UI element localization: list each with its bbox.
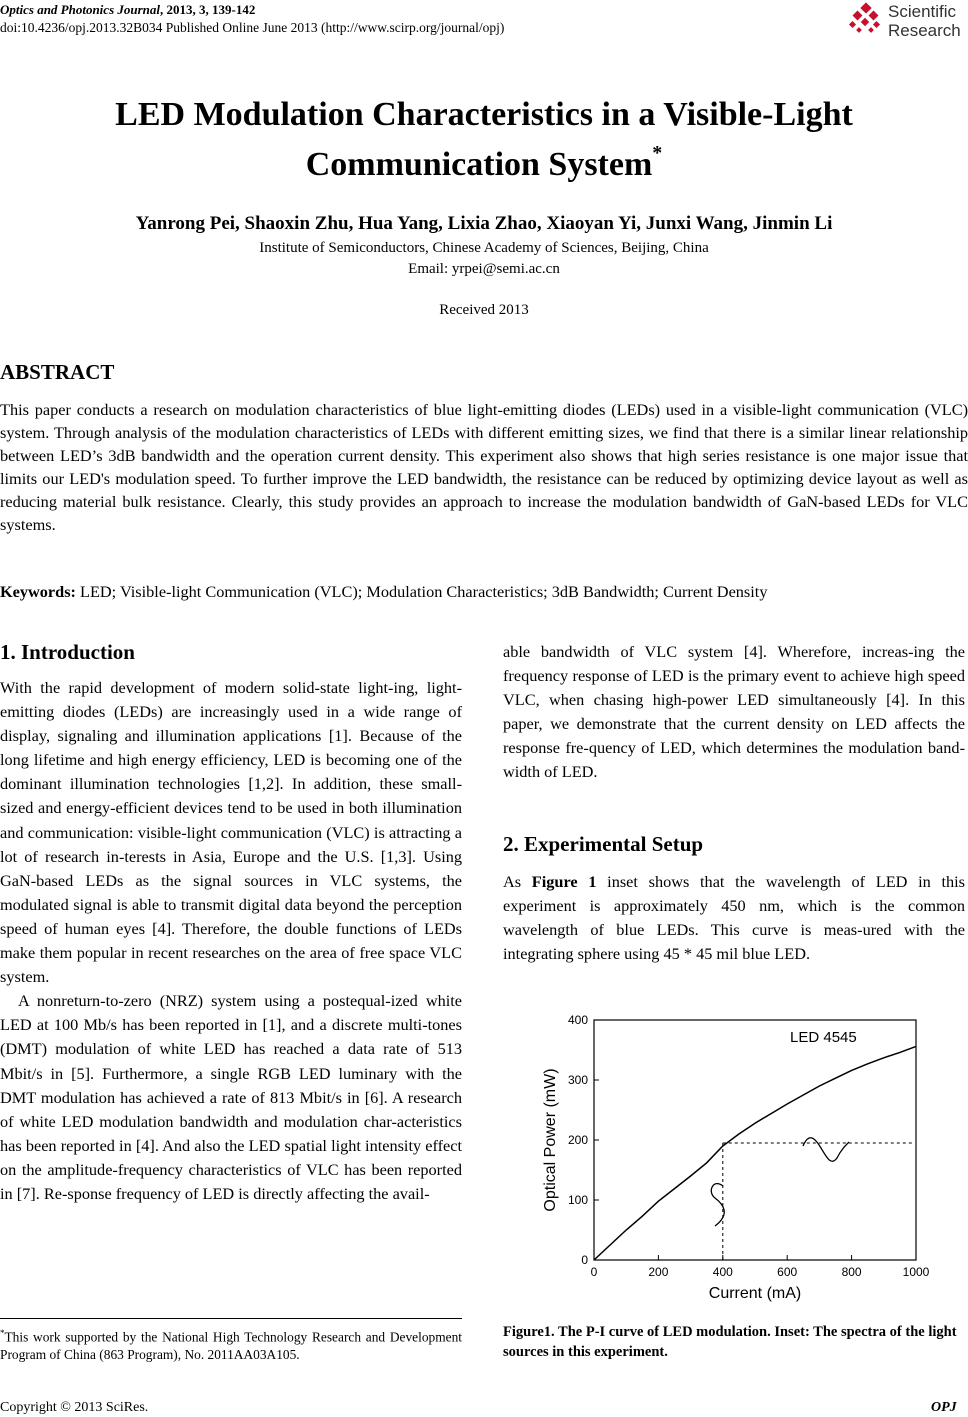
keywords: [0, 582, 968, 602]
plot-frame: [594, 1020, 916, 1260]
intro-paragraph-3: able bandwidth of VLC system [4]. Wherefore, increas-ing the frequency response of LED is the primary event to achieve high speed VLC, when chasing high-power LED simultaneously [4]. In this paper, we demonstrate that the current density on LED affects the response fre-quency of LED, which determines the modulation band-width of LED.: [503, 642, 965, 782]
y-tick-label: 100: [567, 1193, 588, 1207]
y-tick-label: 300: [567, 1073, 588, 1087]
left-column: [0, 676, 462, 1206]
keywords-text: LED; Visible-light Communication (VLC); Modulation Characteristics; 3dB Bandwidth; Current Density: [75, 582, 768, 601]
figure-1-ref: Figure 1: [531, 872, 597, 891]
intro-paragraph-2: A nonreturn-to-zero (NRZ) system using a postequal-ized white LED at 100 Mb/s has been reported in [1], and a discrete multi-tones (DMT) modulation of white LED has reached a data rate of 513 Mbit/s in [5]. Furthermore, a single RGB LED luminary with the DMT modulation has achieved a rate of 813 Mbit/s in [6]. A research of white LED modulation bandwidth and modulation char-acteristics has been reported in [4]. And also the LED spatial light intensity effect on the amplitude-frequency characteristics of VLC has been reported in [7]. Re-sponse frequency of LED is directly affecting the avail-: [0, 991, 462, 1203]
footnote-rule: [0, 1318, 462, 1319]
footnote-text: This work supported by the National High Technology Research and Development Program of China (863 Program), No. 2011AA03A105.: [0, 1329, 462, 1363]
footnote-mark: *: [0, 1328, 5, 1338]
chart-annotation: LED 4545: [790, 1029, 857, 1046]
setup-text-pre: As: [503, 872, 532, 891]
footnote: [0, 1324, 462, 1364]
journal-header: [0, 1, 255, 18]
journal-abbrev: OPJ: [931, 1400, 957, 1415]
section-2-heading: 2. Experimental Setup: [503, 832, 704, 856]
email: Email: yrpei@semi.ac.cn: [408, 261, 560, 277]
doi-line: doi:10.4236/opj.2013.32B034 Published Online June 2013 (http://www.scirp.org/journal/opj): [0, 20, 505, 35]
received-date: Received 2013: [439, 302, 529, 318]
x-tick-label: 200: [648, 1265, 669, 1279]
abstract-text: This paper conducts a research on modulation characteristics of blue light-emitting diodes (LEDs) used in a visible-light communication (VLC) system. Through analysis of the modulation characteristics of LEDs with different emitting sizes, we find that there is a similar linear relationship between LED’s 3dB bandwidth and the operation current density. This experiment also shows that high series resistance is one major issue that limits our LED's modulation speed. To further improve the LED bandwidth, the resistance can be reduced by optimizing device layout as well as reducing material bulk resistance. Clearly, this study provides an approach to increase the modulation bandwidth of GaN-based LEDs for VLC systems.: [0, 400, 968, 534]
copyright: Copyright © 2013 SciRes.: [0, 1400, 149, 1415]
x-tick-label: 0: [590, 1265, 598, 1279]
title-footnote-mark: *: [652, 142, 663, 164]
logo-line1: Scientific: [888, 2, 957, 21]
keywords-label: Keywords:: [0, 582, 76, 601]
journal-name: Optics and Photonics Journal: [0, 2, 161, 17]
paper-title: [0, 90, 968, 190]
scirp-logo-icon: [848, 2, 884, 38]
figure-caption: Figure1. The P-I curve of LED modulation. Inset: The spectra of the light sources in this experiment.: [503, 1324, 957, 1360]
authors: Yanrong Pei, Shaoxin Zhu, Hua Yang, Lixia Zhao, Xiaoyan Yi, Junxi Wang, Jinmin Li: [135, 213, 833, 234]
series-line: [594, 1046, 916, 1260]
scirp-logo: [848, 2, 968, 42]
x-tick-label: 1000: [902, 1265, 930, 1279]
y-axis-label: Optical Power (mW): [542, 1068, 559, 1212]
x-tick-label: 600: [777, 1265, 798, 1279]
intro-paragraph-1: With the rapid development of modern solid-state light-ing, light-emitting diodes (LEDs) are increasingly used in a wide range of display, signaling and illumination applications [1]. Because of the long lifetime and high energy efficiency, LED is becoming one of the dominant illumination technologies [1,2]. In addition, these small-sized and energy-efficient devices tend to be used in both illumination and communication: visible-light communication (VLC) is attracting a lot of research in-terests in Asia, Europe and the U.S. [1,3]. Using GaN-based LEDs as the signal sources in VLC systems, the modulated signal is able to transmit digital data beyond the perception speed of human eyes [4]. Therefore, the double functions of LEDs make them popular in recent researches on the area of free space VLC system.: [0, 678, 462, 987]
abstract-heading: ABSTRACT: [0, 360, 115, 384]
inset-spectrum-mark-horizontal: [803, 1138, 849, 1162]
title-line2: Communication System: [305, 146, 653, 183]
logo-line2: Research: [888, 21, 961, 40]
y-tick-label: 200: [567, 1133, 588, 1147]
pi-curve-chart: [535, 1008, 935, 1308]
affiliation: Institute of Semiconductors, Chinese Academy of Sciences, Beijing, China: [259, 240, 709, 256]
journal-issue: , 2013, 3, 139-142: [160, 2, 256, 17]
x-tick-label: 400: [712, 1265, 733, 1279]
y-tick-label: 400: [567, 1013, 588, 1027]
inset-spectrum-mark-vertical: [711, 1184, 724, 1226]
setup-text-post: inset shows that the wavelength of LED in this experiment is approximately 450 nm, which is the common wavelength of blue LEDs. This curve is meas-ured with the integrating sphere using 45 * 45 mil blue LED.: [503, 872, 965, 964]
y-tick-label: 0: [581, 1253, 588, 1267]
setup-paragraph: [503, 870, 965, 966]
x-tick-label: 800: [841, 1265, 862, 1279]
section-1-heading: 1. Introduction: [0, 640, 135, 664]
title-line1: LED Modulation Characteristics in a Visible-Light: [115, 96, 853, 133]
x-axis-label: Current (mA): [708, 1285, 802, 1302]
